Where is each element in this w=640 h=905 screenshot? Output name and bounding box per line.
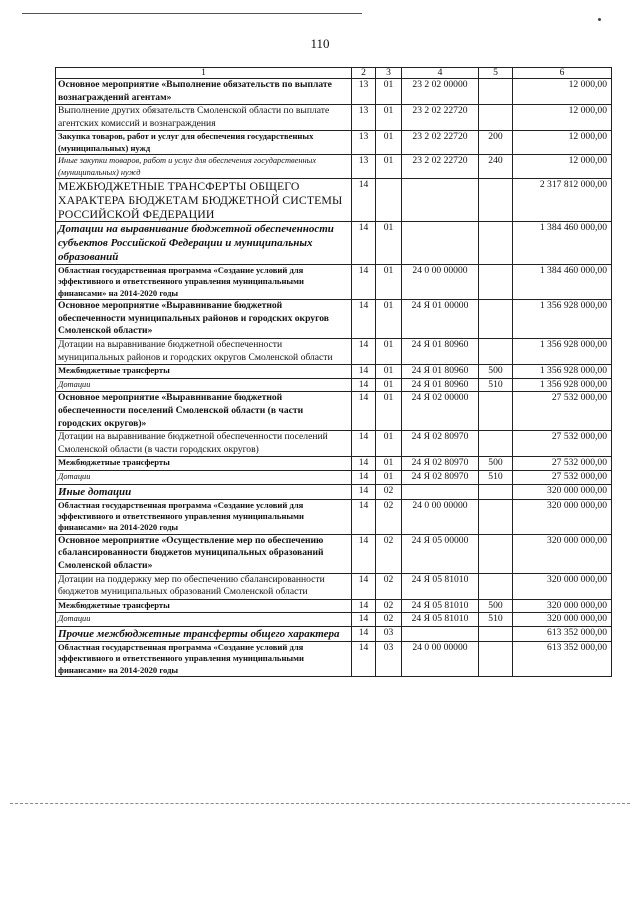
row-name: Выполнение других обязательств Смоленской области по выплате агентских комиссий и вознаграждения bbox=[56, 105, 352, 131]
row-subsection: 01 bbox=[376, 79, 402, 105]
row-section: 13 bbox=[352, 155, 376, 179]
row-target-code: 24 Я 05 00000 bbox=[402, 534, 479, 573]
row-name: Дотации на выравнивание бюджетной обеспеченности поселений Смоленской области (в части городских округов) bbox=[56, 431, 352, 457]
row-subsection: 02 bbox=[376, 599, 402, 613]
row-amount: 27 532 000,00 bbox=[513, 457, 612, 471]
row-name: Иные дотации bbox=[56, 484, 352, 499]
row-section: 14 bbox=[352, 484, 376, 499]
row-name: МЕЖБЮДЖЕТНЫЕ ТРАНСФЕРТЫ ОБЩЕГО ХАРАКТЕРА БЮДЖЕТАМ БЮДЖЕТНОЙ СИСТЕМЫ РОССИЙСКОЙ ФЕДЕРАЦИИ bbox=[56, 179, 352, 222]
row-name: Основное мероприятие «Осуществление мер по обеспечению сбалансированности бюджетов муниципальных образований Смоленской области» bbox=[56, 534, 352, 573]
row-subsection bbox=[376, 179, 402, 222]
row-name: Дотации bbox=[56, 613, 352, 627]
scan-edge-line bbox=[22, 13, 362, 14]
row-target-code: 24 Я 02 00000 bbox=[402, 392, 479, 431]
table-row bbox=[56, 222, 612, 265]
row-name: Дотации bbox=[56, 470, 352, 484]
row-section: 14 bbox=[352, 265, 376, 300]
row-target-code bbox=[402, 179, 479, 222]
row-amount: 1 384 460 000,00 bbox=[513, 265, 612, 300]
table-row bbox=[56, 79, 612, 105]
row-section: 14 bbox=[352, 470, 376, 484]
table-row bbox=[56, 155, 612, 179]
row-expense-type bbox=[479, 573, 513, 599]
row-target-code: 24 Я 01 80960 bbox=[402, 339, 479, 365]
row-section: 14 bbox=[352, 499, 376, 534]
row-target-code bbox=[402, 222, 479, 265]
row-name: Дотации на выравнивание бюджетной обеспеченности муниципальных районов и городских округов Смоленской области bbox=[56, 339, 352, 365]
row-amount: 12 000,00 bbox=[513, 131, 612, 155]
row-subsection: 01 bbox=[376, 431, 402, 457]
row-section: 14 bbox=[352, 457, 376, 471]
row-target-code: 24 Я 05 81010 bbox=[402, 599, 479, 613]
row-target-code: 24 Я 02 80970 bbox=[402, 431, 479, 457]
row-target-code: 24 Я 02 80970 bbox=[402, 470, 479, 484]
row-amount: 1 356 928 000,00 bbox=[513, 339, 612, 365]
row-expense-type: 500 bbox=[479, 457, 513, 471]
row-subsection: 02 bbox=[376, 613, 402, 627]
row-amount: 613 352 000,00 bbox=[513, 641, 612, 676]
row-expense-type: 500 bbox=[479, 599, 513, 613]
row-expense-type bbox=[479, 179, 513, 222]
row-expense-type: 510 bbox=[479, 613, 513, 627]
column-number-row bbox=[56, 68, 612, 79]
row-amount: 1 356 928 000,00 bbox=[513, 300, 612, 339]
row-subsection: 02 bbox=[376, 573, 402, 599]
row-target-code: 23 2 02 22720 bbox=[402, 131, 479, 155]
row-subsection: 03 bbox=[376, 626, 402, 641]
row-name: Прочие межбюджетные трансферты общего характера bbox=[56, 626, 352, 641]
row-section: 14 bbox=[352, 641, 376, 676]
row-amount: 320 000 000,00 bbox=[513, 573, 612, 599]
row-subsection: 01 bbox=[376, 378, 402, 392]
row-subsection: 01 bbox=[376, 222, 402, 265]
row-subsection: 01 bbox=[376, 131, 402, 155]
row-subsection: 01 bbox=[376, 155, 402, 179]
row-target-code: 24 Я 02 80970 bbox=[402, 457, 479, 471]
table-row bbox=[56, 534, 612, 573]
row-amount: 320 000 000,00 bbox=[513, 599, 612, 613]
table-row bbox=[56, 365, 612, 379]
row-target-code: 24 0 00 00000 bbox=[402, 499, 479, 534]
table-row bbox=[56, 179, 612, 222]
row-expense-type bbox=[479, 534, 513, 573]
row-expense-type bbox=[479, 499, 513, 534]
row-expense-type bbox=[479, 222, 513, 265]
row-subsection: 01 bbox=[376, 265, 402, 300]
row-section: 14 bbox=[352, 339, 376, 365]
row-amount: 320 000 000,00 bbox=[513, 499, 612, 534]
row-amount: 1 356 928 000,00 bbox=[513, 365, 612, 379]
row-subsection: 01 bbox=[376, 339, 402, 365]
row-amount: 1 356 928 000,00 bbox=[513, 378, 612, 392]
row-expense-type bbox=[479, 79, 513, 105]
row-expense-type bbox=[479, 105, 513, 131]
scan-fold-line bbox=[10, 803, 630, 804]
column-header-4: 4 bbox=[402, 68, 479, 79]
row-target-code: 24 Я 05 81010 bbox=[402, 573, 479, 599]
row-name: Дотации на поддержку мер по обеспечению сбалансированности бюджетов муниципальных образований Смоленской области bbox=[56, 573, 352, 599]
row-amount: 320 000 000,00 bbox=[513, 613, 612, 627]
row-section: 13 bbox=[352, 105, 376, 131]
row-name: Дотации на выравнивание бюджетной обеспеченности субъектов Российской Федерации и муниципальных образований bbox=[56, 222, 352, 265]
row-amount: 27 532 000,00 bbox=[513, 470, 612, 484]
row-amount: 12 000,00 bbox=[513, 79, 612, 105]
row-target-code bbox=[402, 626, 479, 641]
row-amount: 27 532 000,00 bbox=[513, 392, 612, 431]
row-amount: 1 384 460 000,00 bbox=[513, 222, 612, 265]
row-subsection: 03 bbox=[376, 641, 402, 676]
row-subsection: 02 bbox=[376, 484, 402, 499]
row-section: 14 bbox=[352, 431, 376, 457]
page-number: 110 bbox=[310, 36, 330, 51]
row-expense-type bbox=[479, 339, 513, 365]
row-section: 14 bbox=[352, 613, 376, 627]
scan-speck bbox=[598, 18, 601, 21]
row-subsection: 01 bbox=[376, 392, 402, 431]
row-section: 14 bbox=[352, 365, 376, 379]
row-section: 14 bbox=[352, 626, 376, 641]
row-expense-type: 510 bbox=[479, 470, 513, 484]
row-expense-type bbox=[479, 431, 513, 457]
row-subsection: 02 bbox=[376, 534, 402, 573]
table-row bbox=[56, 626, 612, 641]
table-row bbox=[56, 573, 612, 599]
table-row bbox=[56, 431, 612, 457]
table-row bbox=[56, 470, 612, 484]
row-section: 14 bbox=[352, 599, 376, 613]
row-amount: 320 000 000,00 bbox=[513, 534, 612, 573]
column-header-5: 5 bbox=[479, 68, 513, 79]
row-name: Иные закупки товаров, работ и услуг для обеспечения государственных (муниципальных) нужд bbox=[56, 155, 352, 179]
column-header-6: 6 bbox=[513, 68, 612, 79]
row-name: Межбюджетные трансферты bbox=[56, 599, 352, 613]
table-row bbox=[56, 378, 612, 392]
row-expense-type: 240 bbox=[479, 155, 513, 179]
row-name: Областная государственная программа «Создание условий для эффективного и ответственного управления муниципальными финансами» на 2014-2020 годы bbox=[56, 499, 352, 534]
row-section: 14 bbox=[352, 378, 376, 392]
table-row bbox=[56, 392, 612, 431]
row-name: Областная государственная программа «Создание условий для эффективного и ответственного управления муниципальными финансами» на 2014-2020 годы bbox=[56, 641, 352, 676]
row-name: Дотации bbox=[56, 378, 352, 392]
row-subsection: 01 bbox=[376, 457, 402, 471]
row-subsection: 01 bbox=[376, 105, 402, 131]
table-row bbox=[56, 265, 612, 300]
table-row bbox=[56, 641, 612, 676]
row-target-code bbox=[402, 484, 479, 499]
row-section: 14 bbox=[352, 179, 376, 222]
row-expense-type: 510 bbox=[479, 378, 513, 392]
budget-table-body bbox=[56, 68, 612, 677]
row-section: 14 bbox=[352, 392, 376, 431]
row-expense-type: 200 bbox=[479, 131, 513, 155]
row-name: Межбюджетные трансферты bbox=[56, 457, 352, 471]
row-expense-type bbox=[479, 641, 513, 676]
row-name: Областная государственная программа «Создание условий для эффективного и ответственного управления муниципальными финансами» на 2014-2020 годы bbox=[56, 265, 352, 300]
row-name: Основное мероприятие «Выравнивание бюджетной обеспеченности муниципальных районов и городских округов Смоленской области» bbox=[56, 300, 352, 339]
row-amount: 27 532 000,00 bbox=[513, 431, 612, 457]
row-amount: 12 000,00 bbox=[513, 155, 612, 179]
row-section: 13 bbox=[352, 131, 376, 155]
column-header-1: 1 bbox=[56, 68, 352, 79]
table-row bbox=[56, 131, 612, 155]
row-section: 14 bbox=[352, 300, 376, 339]
column-header-3: 3 bbox=[376, 68, 402, 79]
row-target-code: 23 2 02 00000 bbox=[402, 79, 479, 105]
budget-table bbox=[55, 67, 612, 677]
row-subsection: 01 bbox=[376, 470, 402, 484]
table-row bbox=[56, 105, 612, 131]
row-name: Закупка товаров, работ и услуг для обеспечения государственных (муниципальных) нужд bbox=[56, 131, 352, 155]
row-name: Основное мероприятие «Выравнивание бюджетной обеспеченности поселений Смоленской области (в части городских округов)» bbox=[56, 392, 352, 431]
row-target-code: 24 0 00 00000 bbox=[402, 265, 479, 300]
row-section: 14 bbox=[352, 534, 376, 573]
row-target-code: 24 Я 01 80960 bbox=[402, 378, 479, 392]
row-expense-type bbox=[479, 265, 513, 300]
row-target-code: 24 Я 05 81010 bbox=[402, 613, 479, 627]
row-target-code: 24 0 00 00000 bbox=[402, 641, 479, 676]
table-row bbox=[56, 599, 612, 613]
column-header-2: 2 bbox=[352, 68, 376, 79]
table-row bbox=[56, 499, 612, 534]
table-row bbox=[56, 484, 612, 499]
row-expense-type bbox=[479, 484, 513, 499]
row-target-code: 24 Я 01 00000 bbox=[402, 300, 479, 339]
table-row bbox=[56, 339, 612, 365]
row-subsection: 01 bbox=[376, 300, 402, 339]
row-amount: 2 317 812 000,00 bbox=[513, 179, 612, 222]
row-name: Межбюджетные трансферты bbox=[56, 365, 352, 379]
row-target-code: 23 2 02 22720 bbox=[402, 155, 479, 179]
row-target-code: 24 Я 01 80960 bbox=[402, 365, 479, 379]
row-expense-type: 500 bbox=[479, 365, 513, 379]
row-expense-type bbox=[479, 392, 513, 431]
table-row bbox=[56, 613, 612, 627]
row-amount: 12 000,00 bbox=[513, 105, 612, 131]
table-row bbox=[56, 300, 612, 339]
row-amount: 320 000 000,00 bbox=[513, 484, 612, 499]
row-section: 14 bbox=[352, 573, 376, 599]
row-expense-type bbox=[479, 626, 513, 641]
row-subsection: 02 bbox=[376, 499, 402, 534]
row-section: 14 bbox=[352, 222, 376, 265]
row-amount: 613 352 000,00 bbox=[513, 626, 612, 641]
row-name: Основное мероприятие «Выполнение обязательств по выплате вознаграждений агентам» bbox=[56, 79, 352, 105]
row-target-code: 23 2 02 22720 bbox=[402, 105, 479, 131]
row-section: 13 bbox=[352, 79, 376, 105]
row-subsection: 01 bbox=[376, 365, 402, 379]
table-row bbox=[56, 457, 612, 471]
row-expense-type bbox=[479, 300, 513, 339]
